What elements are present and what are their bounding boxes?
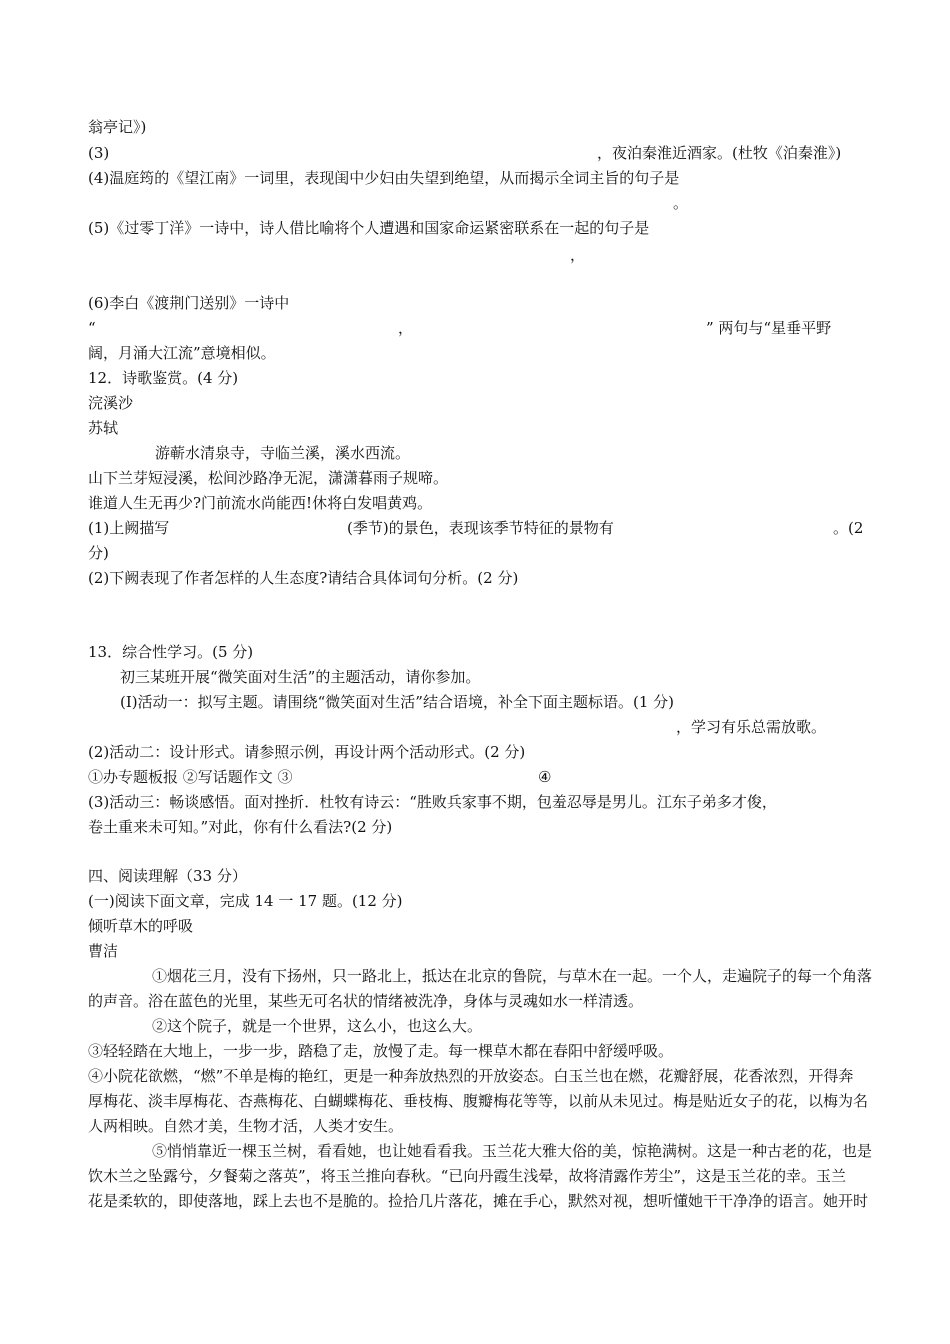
text-line: ” 两句与“星垂平野 (706, 319, 832, 337)
paragraph-line: 人两相映。自然才美，生物才活，人类才安生。 (88, 1117, 404, 1135)
text-line: 阔，月涌大江流”意境相似。 (88, 344, 276, 362)
text-line: 分) (88, 544, 109, 562)
question-number: (3) (88, 144, 110, 162)
poem-author: 苏轼 (88, 419, 119, 437)
poem-line: 谁道人生无再少?门前流水尚能西!休将白发唱黄鸡。 (88, 494, 433, 512)
paragraph-line: ③轻轻踏在大地上，一步一步，踏稳了走，放慢了走。每一棵草木都在春阳中舒缓呼吸。 (88, 1042, 674, 1060)
text-line: 。(2 (833, 519, 864, 537)
paragraph-line: 的声音。浴在蓝色的光里，某些无可名状的情绪被洗净，身体与灵魂如水一样清透。 (88, 992, 644, 1010)
paragraph-line: ①烟花三月，没有下扬州，只一路北上，抵达在北京的鲁院，与草木在一起。一个人，走遍院子的每一个角落 (152, 967, 873, 985)
text-line: (5)《过零丁洋》一诗中，诗人借比喻将个人遭遇和国家命运紧密联系在一起的句子是 (88, 219, 650, 237)
sub-question: (2)下阙表现了作者怎样的人生态度?请结合具体词句分析。(2 分) (88, 569, 519, 587)
text-line: (4)温庭筠的《望江南》一词里，表现闺中少妇由失望到绝望，从而揭示全词主旨的句子是 (88, 169, 680, 187)
question-heading: 12．诗歌鉴赏。(4 分) (88, 369, 239, 387)
poem-line: 山下兰芽短浸溪，松间沙路净无泥，潇潇暮雨子规啼。 (88, 469, 449, 487)
text-line: (季节)的景色，表现该季节特征的景物有 (347, 519, 614, 537)
punctuation: ， (398, 319, 414, 337)
paragraph-line: ④小院花欲燃，“燃”不单是梅的艳红，更是一种奔放热烈的开放姿态。白玉兰也在燃，花瓣舒展，花香浓烈，开得奔 (88, 1067, 854, 1085)
text-line: ，学习有乐总需放歌。 (676, 718, 827, 736)
text-line: (一)阅读下面文章，完成 14 一 17 题。(12 分) (88, 892, 403, 910)
paragraph-line: ②这个院子，就是一个世界，这么小，也这么大。 (152, 1017, 483, 1035)
paragraph-line: 花是柔软的，即使落地，踩上去也不是脆的。捡拾几片落花，摊在手心，默然对视，想听懂她干干净净的语言。她开时 (88, 1192, 869, 1210)
text-line: ④ (538, 768, 552, 786)
punctuation: 。 (673, 194, 689, 212)
sub-question: (3)活动三：畅谈感悟。面对挫折．杜牧有诗云：“胜败兵家事不期，包羞忍辱是男儿。江东子弟多才俊， (88, 793, 777, 811)
punctuation: ， (570, 246, 586, 264)
sub-question: (I)活动一：拟写主题。请围绕“微笑面对生活”结合语境，补全下面主题标语。(1 分) (120, 693, 674, 711)
text-line: 翁亭记》) (88, 118, 147, 136)
article-title: 倾听草木的呼吸 (88, 917, 194, 935)
text-line: 卷土重来未可知。”对此，你有什么看法?(2 分) (88, 818, 393, 836)
paragraph-line: ⑤悄悄靠近一棵玉兰树，看看她，也让她看看我。玉兰花大雅大俗的美，惊艳满树。这是一种古老的花，也是 (152, 1142, 873, 1160)
paragraph-line: 厚梅花、淡丰厚梅花、杏燕梅花、白蝴蝶梅花、垂枝梅、腹瓣梅花等等，以前从未见过。梅是贴近女子的花，以梅为名 (88, 1092, 869, 1110)
section-heading: 四、阅读理解（33 分） (88, 867, 247, 885)
punctuation: “ (88, 319, 96, 337)
text-line: (6)李白《渡荆门送别》一诗中 (88, 294, 290, 312)
article-author: 曹洁 (88, 942, 119, 960)
question-heading: 13．综合性学习。(5 分) (88, 643, 254, 661)
poem-preface: 游蕲水清泉寺，寺临兰溪，溪水西流。 (155, 444, 411, 462)
sub-question: (2)活动二：设计形式。请参照示例，再设计两个活动形式。(2 分) (88, 743, 526, 761)
text-line: ，夜泊秦淮近酒家。(杜牧《泊秦淮》) (597, 144, 842, 162)
poem-title: 浣溪沙 (88, 394, 134, 412)
paragraph-line: 饮木兰之坠露兮，夕餐菊之落英”，将玉兰推向春秋。“已向丹霞生浅晕，故将清露作芳尘”，这是玉兰花的幸。玉兰 (88, 1167, 847, 1185)
text-line: 初三某班开展“微笑面对生活”的主题活动，请你参加。 (120, 668, 481, 686)
text-line: ①办专题板报 ②写话题作文 ③ (88, 768, 293, 786)
sub-question: (1)上阙描写 (88, 519, 170, 537)
